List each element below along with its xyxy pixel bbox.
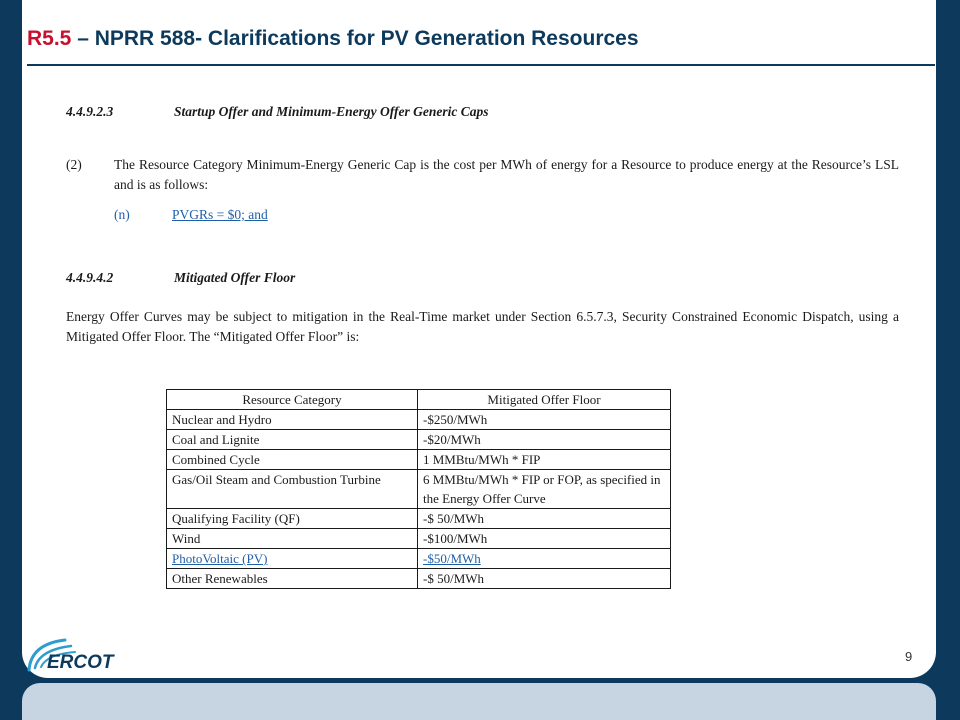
row-floor: -$ 50/MWh — [418, 569, 671, 589]
row-floor: -$ 50/MWh — [418, 509, 671, 529]
paragraph-text-2: The Resource Category Minimum-Energy Generic Cap is the cost per MWh of energy for a Resource to produce energy at the Resource’s LSL and is as follows: — [114, 157, 899, 192]
title-divider — [27, 64, 935, 66]
row-category: Combined Cycle — [167, 450, 418, 470]
page-number: 9 — [905, 649, 913, 664]
title-id: R5.5 — [27, 27, 72, 50]
ercot-logo — [25, 632, 117, 676]
paragraph-offer-floor — [66, 307, 899, 347]
footer-band — [22, 683, 936, 720]
row-floor: -$250/MWh — [418, 410, 671, 430]
row-category: Gas/Oil Steam and Combustion Turbine — [167, 470, 418, 509]
paragraph-number: (2) — [66, 157, 82, 172]
section-title-1: Startup Offer and Minimum-Energy Offer Generic Caps — [174, 104, 489, 119]
table-row — [167, 470, 671, 509]
section-heading-1 — [66, 104, 489, 120]
row-floor-pv[interactable]: -$50/MWh — [418, 549, 671, 569]
row-category: Other Renewables — [167, 569, 418, 589]
mitigated-offer-floor-table — [166, 389, 671, 589]
table-row — [167, 410, 671, 430]
item-label: (n) — [114, 207, 130, 222]
table-row — [167, 529, 671, 549]
row-floor: -$100/MWh — [418, 529, 671, 549]
row-category: Coal and Lignite — [167, 430, 418, 450]
table-row — [167, 569, 671, 589]
slide-title — [27, 22, 927, 58]
section-number-1: 4.4.9.2.3 — [66, 104, 114, 119]
header-mitigated-offer-floor: Mitigated Offer Floor — [418, 390, 671, 410]
row-category: Qualifying Facility (QF) — [167, 509, 418, 529]
header-resource-category: Resource Category — [167, 390, 418, 410]
paragraph-text-offer-floor: Energy Offer Curves may be subject to mitigation in the Real-Time market under Section 6.5.7.3, Security Constrained Economic Dispatch, using a Mitigated Offer Floor. The “Mitigated Offer Floor” is: — [66, 309, 899, 344]
table-header-row — [167, 390, 671, 410]
row-floor: -$20/MWh — [418, 430, 671, 450]
row-floor: 1 MMBtu/MWh * FIP — [418, 450, 671, 470]
table-row — [167, 450, 671, 470]
row-category: Nuclear and Hydro — [167, 410, 418, 430]
table-row — [167, 430, 671, 450]
table-row-pv[interactable] — [167, 549, 671, 569]
row-floor: 6 MMBtu/MWh * FIP or FOP, as specified in the Energy Offer Curve — [418, 470, 671, 509]
row-category-pv[interactable]: PhotoVoltaic (PV) — [167, 549, 418, 569]
section-heading-2 — [66, 270, 295, 286]
section-title-2: Mitigated Offer Floor — [174, 270, 296, 285]
item-text: PVGRs = $0; and — [172, 207, 268, 222]
title-text: – NPRR 588- Clarifications for PV Generation Resources — [71, 27, 639, 50]
paragraph-2 — [66, 155, 899, 195]
logo-wordmark: ERCOT — [47, 652, 114, 673]
section-number-2: 4.4.9.4.2 — [66, 270, 114, 285]
inserted-item-n[interactable] — [114, 207, 268, 223]
table-row — [167, 509, 671, 529]
row-category: Wind — [167, 529, 418, 549]
